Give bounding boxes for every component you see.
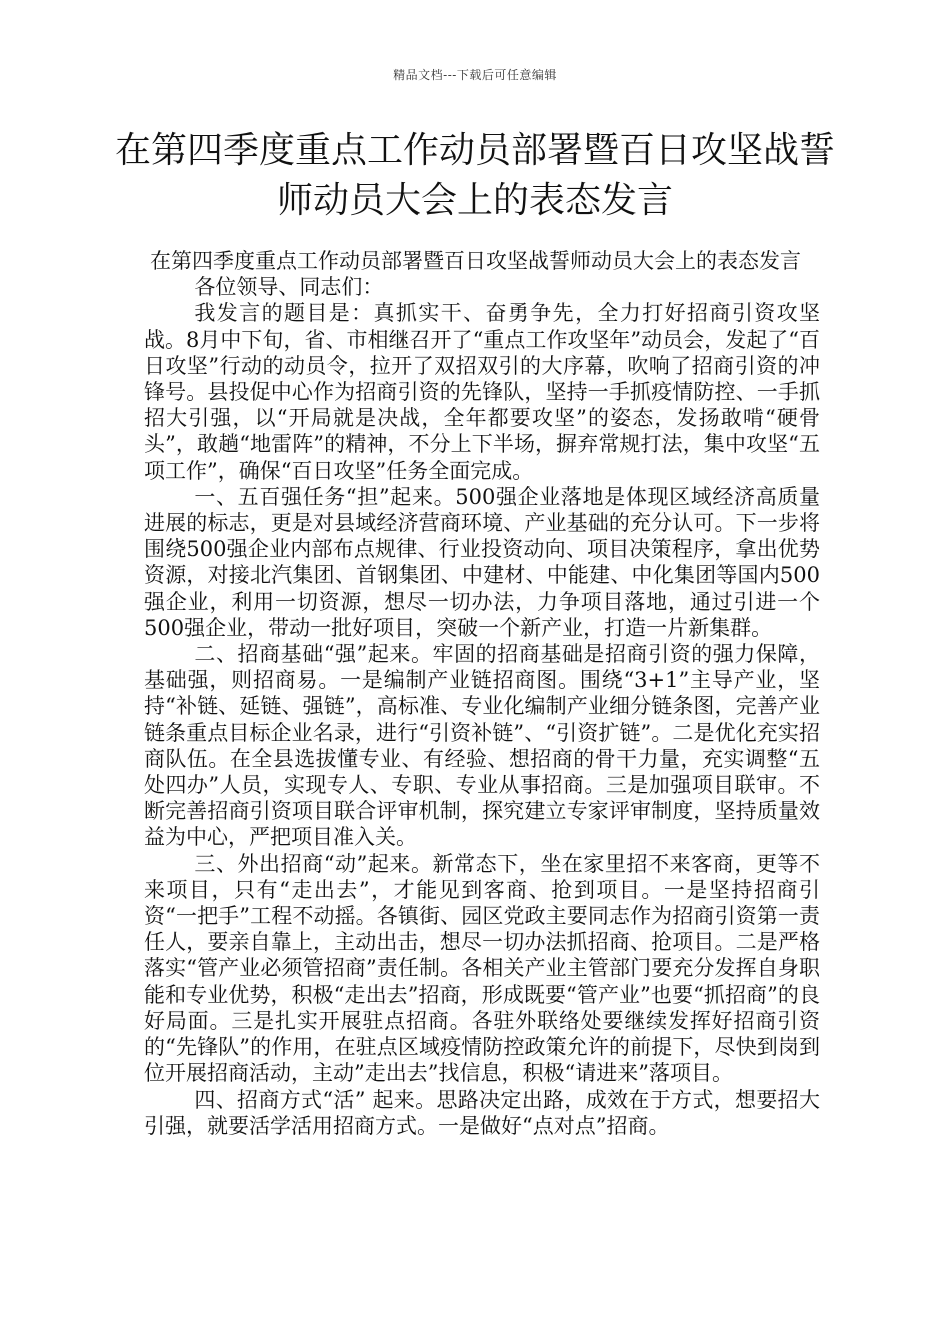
salutation: 各位领导、同志们：: [194, 275, 384, 300]
subtitle: 在第四季度重点工作动员部署暨百日攻坚战誓师动员大会上的表态发言: [150, 249, 801, 273]
document-body: [144, 248, 820, 1139]
paragraph-intro: 我发言的题目是：真抓实干、奋勇争先，全力打好招商引资攻坚战。8月中下旬，省、市相继召开了“重点工作攻坚年”动员会，发起了“百日攻坚”行动的动员令，拉开了双招双引的大序幕，吹响了招商引资的冲锋号。县投促中心作为招商引资的先锋队，坚持一手抓疫情防控、一手抓招大引强，以“开局就是决战，全年都要攻坚”的姿态，发扬敢啃“硬骨头”，敢趟“地雷阵”的精神，不分上下半场，摒弃常规打法，集中攻坚“五项工作”，确保“百日攻坚”任务全面完成。: [144, 301, 820, 483]
header-note: 精品文档---下载后可任意编辑: [393, 68, 557, 82]
paragraph-section-4: 四、招商方式“活” 起来。思路决定出路，成效在于方式，想要招大引强，就要活学活用招商方式。一是做好“点对点”招商。: [144, 1087, 820, 1138]
paragraph-section-1: 一、五百强任务“担”起来。500强企业落地是体现区域经济高质量进展的标志，更是对县域经济营商环境、产业基础的充分认可。下一步将围绕500强企业内部布点规律、行业投资动向、项目决策程序，拿出优势资源，对接北汽集团、首钢集团、中建材、中能建、中化集团等国内500强企业，利用一切资源，想尽一切办法，力争项目落地，通过引进一个500强企业，带动一批好项目，突破一个新产业，打造一片新集群。: [144, 484, 820, 640]
paragraph-section-2: 二、招商基础“强”起来。牢固的招商基础是招商引资的强力保障，基础强，则招商易。一是编制产业链招商图。围绕“3+1”主导产业，坚持“补链、延链、强链”，高标准、专业化编制产业细分链条图，完善产业链条重点目标企业名录，进行“引资补链”、“引资扩链”。二是优化充实招商队伍。在全县选拔懂专业、有经验、想招商的骨干力量，充实调整“五处四办”人员，实现专人、专职、专业从事招商。三是加强项目联审。不断完善招商引资项目联合评审机制，探究建立专家评审制度，坚持质量效益为中心，严把项目准入关。: [144, 642, 820, 850]
paragraph-section-3: 三、外出招商“动”起来。新常态下，坐在家里招不来客商，更等不来项目，只有“走出去”，才能见到客商、抢到项目。一是坚持招商引资“一把手”工程不动摇。各镇街、园区党政主要同志作为招商引资第一责任人，要亲自靠上，主动出击，想尽一切办法抓招商、抢项目。二是严格落实“管产业必须管招商”责任制。各相关产业主管部门要充分发挥自身职能和专业优势，积极“走出去”招商，形成既要“管产业”也要“抓招商”的良好局面。三是扎实开展驻点招商。各驻外联络处要继续发挥好招商引资的“先锋队”的作用，在驻点区域疫情防控政策允许的前提下，尽快到岗到位开展招商活动，主动”走出去”找信息，积极“请进来”落项目。: [144, 851, 820, 1086]
document-title: 在第四季度重点工作动员部署暨百日攻坚战誓师动员大会上的表态发言: [114, 130, 835, 221]
